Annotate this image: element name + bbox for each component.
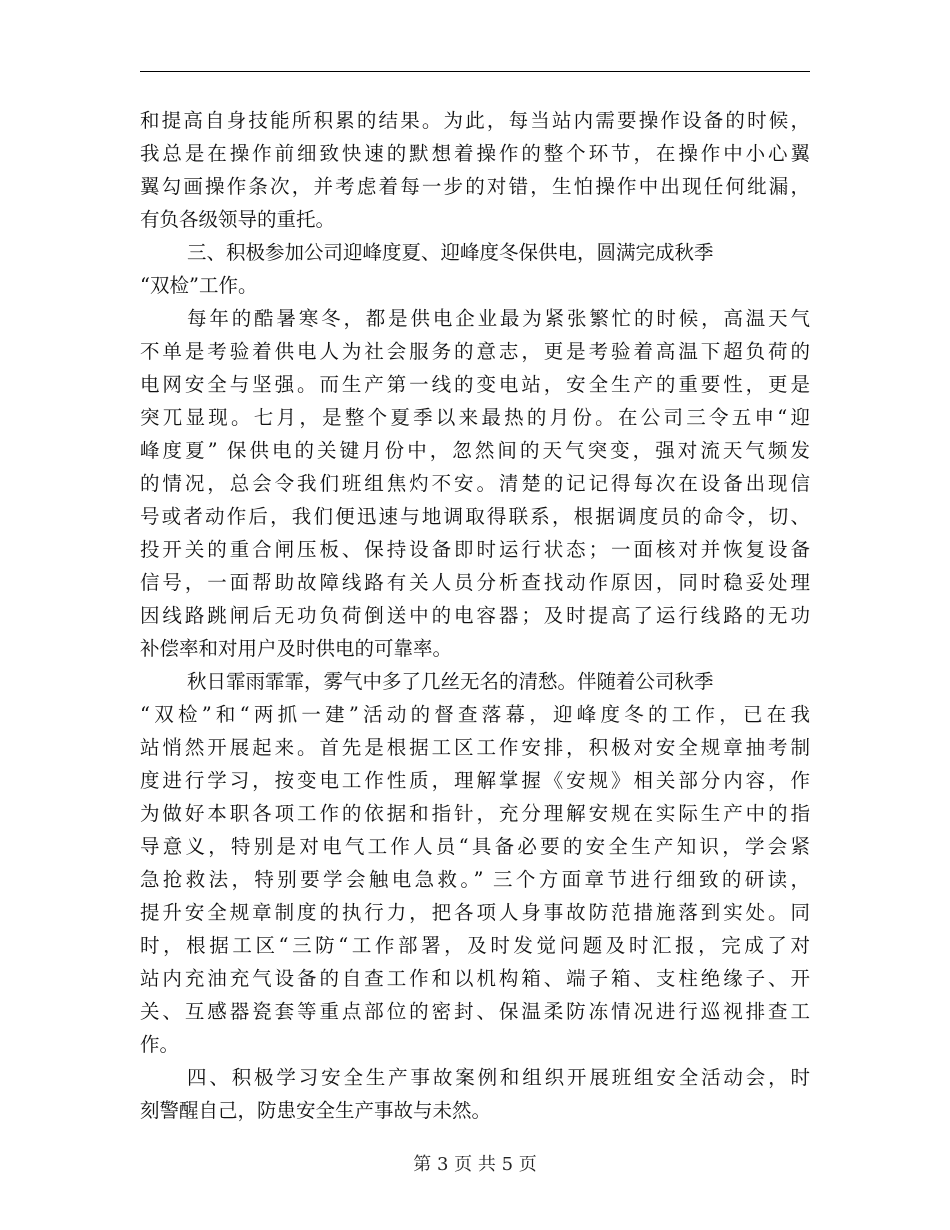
text-line: 翼勾画操作条次，并考虑着每一步的对错，生怕操作中出现任何纰漏， — [140, 175, 810, 198]
text-line: 三、积极参加公司迎峰度夏、迎峰度冬保供电，圆满完成秋季 — [187, 241, 714, 264]
text-line: 关、互感器瓷套等重点部位的密封、保温柔防冻情况进行巡视排查工 — [140, 1000, 810, 1023]
text-line: 我总是在操作前细致快速的默想着操作的整个环节，在操作中小心翼 — [140, 142, 810, 165]
text-line: 为做好本职各项工作的依据和指针，充分理解安规在实际生产中的指 — [140, 802, 810, 825]
text-line: 站悄然开展起来。首先是根据工区工作安排，积极对安全规章抽考制 — [140, 736, 810, 759]
text-line: 和提高自身技能所积累的结果。为此，每当站内需要操作设备的时候， — [140, 109, 810, 132]
text-line: 导意义，特别是对电气工作人员“具备必要的安全生产知识，学会紧 — [140, 835, 810, 858]
text-line: 投开关的重合闸压板、保持设备即时运行状态；一面核对并恢复设备 — [140, 538, 810, 561]
text-line: 提升安全规章制度的执行力，把各项人身事故防范措施落到实处。同 — [140, 901, 810, 924]
text-line: 信号，一面帮助故障线路有关人员分析查找动作原因，同时稳妥处理 — [140, 571, 810, 594]
text-line: 四、积极学习安全生产事故案例和组织开展班组安全活动会，时 — [187, 1066, 810, 1089]
text-line: “双检”工作。 — [140, 274, 258, 297]
text-line: 的情况，总会令我们班组焦灼不安。清楚的记记得每次在设备出现信 — [140, 472, 810, 495]
text-line: 补偿率和对用户及时供电的可靠率。 — [140, 637, 453, 660]
text-line: 站内充油充气设备的自查工作和以机构箱、端子箱、支柱绝缘子、开 — [140, 967, 810, 990]
text-line: 刻警醒自己，防患安全生产事故与未然。 — [140, 1099, 492, 1122]
text-line: 时，根据工区“三防“工作部署，及时发觉问题及时汇报，完成了对 — [140, 934, 810, 957]
text-line: 有负各级领导的重托。 — [140, 208, 336, 231]
text-line: 突兀显现。七月，是整个夏季以来最热的月份。在公司三令五申“迎 — [140, 406, 810, 429]
text-line: 不单是考验着供电人为社会服务的意志，更是考验着高温下超负荷的 — [140, 340, 810, 363]
text-line: 急抢救法，特别要学会触电急救。” 三个方面章节进行细致的研读， — [140, 868, 810, 891]
text-line: 每年的酷暑寒冬，都是供电企业最为紧张繁忙的时候，高温天气 — [187, 307, 810, 330]
header-rule — [140, 71, 810, 72]
text-line: 电网安全与坚强。而生产第一线的变电站，安全生产的重要性，更是 — [140, 373, 810, 396]
text-line: 度进行学习，按变电工作性质，理解掌握《安规》相关部分内容，作 — [140, 769, 810, 792]
text-line: 峰度夏” 保供电的关键月份中，忽然间的天气突变，强对流天气频发 — [140, 439, 810, 462]
text-line: 作。 — [140, 1033, 180, 1056]
text-line: 号或者动作后，我们便迅速与地调取得联系，根据调度员的命令，切、 — [140, 505, 810, 528]
text-line: 秋日霏雨霏霏，雾气中多了几丝无名的清愁。伴随着公司秋季 — [187, 670, 714, 693]
page-footer: 第 3 页 共 5 页 — [413, 1154, 537, 1175]
text-line: “双检”和“两抓一建”活动的督查落幕，迎峰度冬的工作，已在我 — [140, 703, 810, 726]
document-body — [140, 104, 810, 1127]
text-line: 因线路跳闸后无功负荷倒送中的电容器；及时提高了运行线路的无功 — [140, 604, 810, 627]
